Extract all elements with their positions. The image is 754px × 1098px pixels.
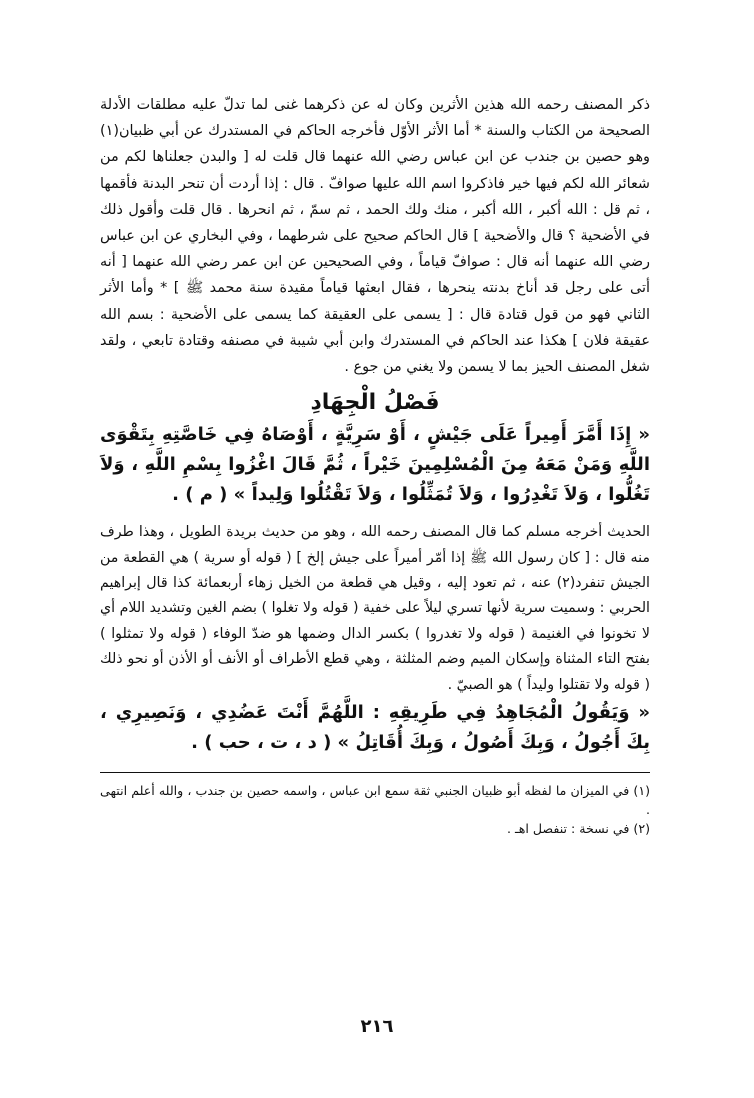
footnote-divider	[100, 772, 650, 773]
footnote-2: (٢) في نسخة : تنفصل اهـ .	[507, 821, 650, 837]
section-title: فَصْلُ الْجِهَادِ	[310, 390, 440, 416]
page-number: ٢١٦	[360, 1016, 394, 1037]
footnotes	[100, 781, 650, 838]
commentary-paragraph: الحديث أخرجه مسلم كما قال المصنف رحمه الله ، وهو من حديث بريدة الطويل ، وهذا طرف منه قال : [ كان رسول الله ﷺ إذا أمّر أميراً على جيش إلخ ] ( قوله أو سرية ) هي القطعة من الجيش تنفرد(٢) عنه ، ثم تعود إليه ، وقيل هي قطعة من الخيل زهاء أربعمائة كذا قال إبراهيم الحربي : وسميت سرية لأنها تسري ليلاً على خفية ( قوله ولا تغلوا ) بضم الغين وتشديد اللام أي لا تخونوا في الغنيمة ( قوله ولا تغدروا ) بكسر الدال وضمها هو ضدّ الوفاء ( قوله ولا تمثلوا ) بفتح التاء المثناة وإسكان الميم وضم المثلثة ، وهي قطع الأطراف أو الأنف أو الأذن أو نحو ذلك ( قوله ولا تقتلوا وليداً ) هو الصبيّ .	[100, 524, 650, 693]
intro-paragraph: ذكر المصنف رحمه الله هذين الأثرين وكان له عن ذكرهما غنى لما تدلّ عليه مطلقات الأدلة الصحيحة من الكتاب والسنة * أما الأثر الأوّل فأخرجه الحاكم في المستدرك عن أبي ظبيان(١) وهو حصين بن جندب عن ابن عباس رضي الله عنهما قال قلت له [ والبدن جعلناها لكم من شعائر الله لكم فيها خير فاذكروا اسم الله عليها صوافّ . قال : إذا أردت أن تنحر البدنة فأقمها ، ثم قل : الله أكبر ، الله أكبر ، منك ولك الحمد ، ثم سمّ ، ثم انحرها . قال قلت وأقول ذلك في الأضحية ؟ قال والأضحية ] قال الحاكم صحيح على شرطهما ، وفي البخاري عن ابن عباس رضي الله عنهما أنه قال : صوافّ قياماً ، وفي الصحيحين عن ابن عمر رضي الله عنهما [ أنه أتى على رجل قد أناخ بدنته ينحرها ، فقال ابعثها قياماً مقيدة سنة محمد ﷺ ] * وأما الأثر الثاني فهو من قول قتادة قال : [ يسمى على العقيقة كما يسمى على الأضحية : بسم الله عقيقة فلان ] هكذا عند الحاكم في المستدرك وابن أبي شيبة في مصنفه وقتادة تابعي ، ولقد شغل المصنف الحيز بما لا يسمن ولا يغني من جوع .	[100, 97, 650, 376]
footnote-1: (١) في الميزان ما لفظه أبو ظبيان الجنبي ثقة سمع ابن عباس ، واسمه حصين بن جندب ، والله أعلم انتهى .	[100, 783, 650, 818]
hadith-text-1: « إِذَا أَمَّرَ أَمِيراً عَلَى جَيْشٍ ، أَوْ سَرِيَّةٍ ، أَوْصَاهُ فِي خَاصَّتِهِ بِتَقْوَى اللَّهِ وَمَنْ مَعَهُ مِنَ الْمُسْلِمِينَ خَيْراً ، ثُمَّ قَالَ اغْزُوا بِسْمِ اللَّهِ ، وَلاَ تَغُلُّوا ، وَلاَ تَغْدِرُوا ، وَلاَ تُمَثِّلُوا ، وَلاَ تَقْتُلُوا وَلِيداً » ( م ) .	[100, 424, 650, 506]
hadith-text-2: « وَيَقُولُ الْمُجَاهِدُ فِي طَرِيقِهِ : اللَّهُمَّ أَنْتَ عَضُدِي ، وَنَصِيرِي ، بِكَ أَجُولُ ، وَبِكَ أَصُولُ ، وَبِكَ أُقَاتِلُ » ( د ، ت ، حب ) .	[100, 702, 650, 754]
